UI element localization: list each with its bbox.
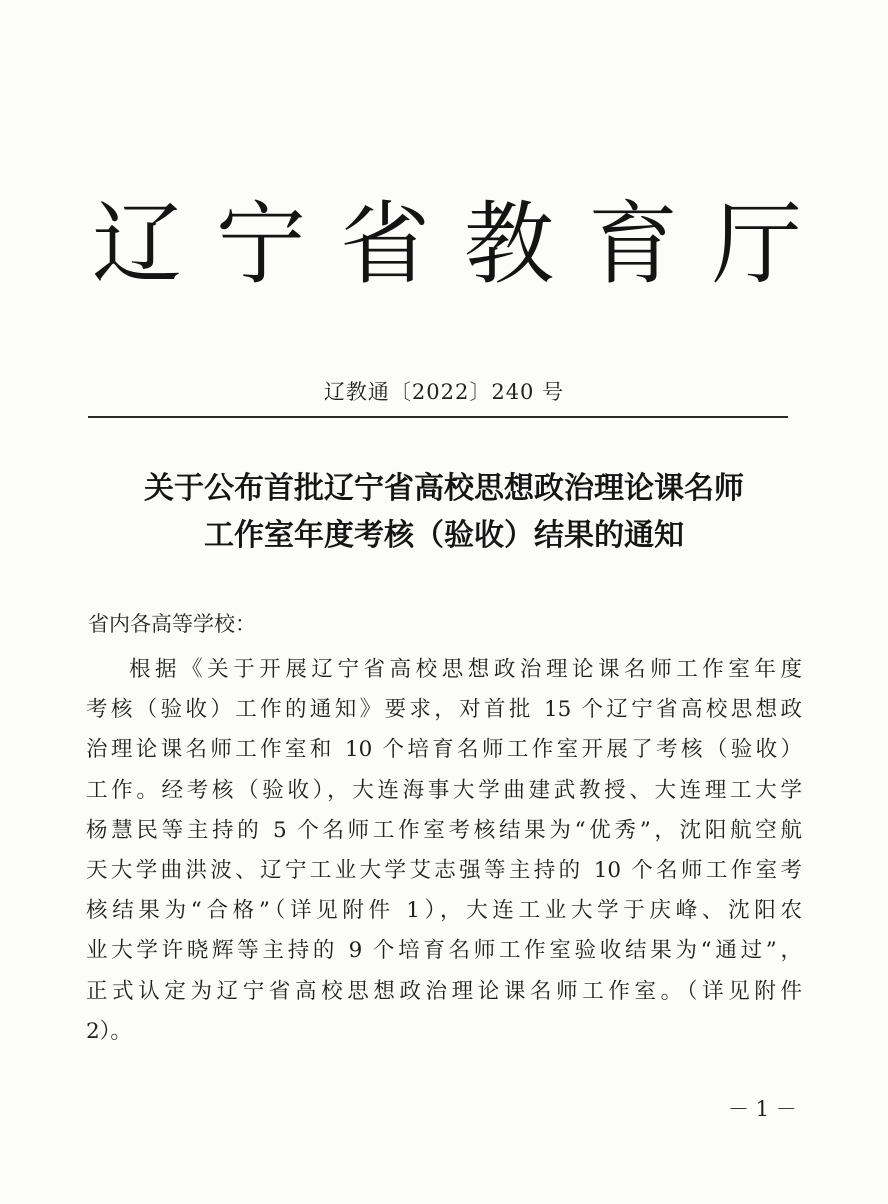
- body-line: 天大学曲洪波、辽宁工业大学艾志强等主持的 10 个名师工作室考: [86, 857, 802, 883]
- header-divider: [88, 416, 788, 418]
- body-line: 杨慧民等主持的 5 个名师工作室考核结果为“优秀”，沈阳航空航: [86, 817, 802, 843]
- body-line: 业大学许晓辉等主持的 9 个培育名师工作室验收结果为“通过”，: [86, 938, 802, 964]
- header-char: 育: [588, 192, 678, 297]
- body-line: 考核（验收）工作的通知》要求，对首批 15 个辽宁省高校思想政: [86, 697, 802, 723]
- page-number: － 1 －: [728, 1097, 797, 1121]
- header-char: 厅: [712, 192, 802, 297]
- body-paragraph: [86, 650, 802, 1052]
- body-line: 治理论课名师工作室和 10 个培育名师工作室开展了考核（验收）: [86, 737, 802, 763]
- title-line-2: 工作室年度考核（验收）结果的通知: [204, 518, 684, 553]
- title-line-1: 关于公布首批辽宁省高校思想政治理论课名师: [144, 471, 744, 506]
- header-char: 辽: [92, 192, 182, 297]
- header-char: 省: [340, 192, 430, 297]
- header-char: 宁: [216, 192, 306, 297]
- issuing-authority-header: [92, 190, 802, 300]
- body-line: 根据《关于开展辽宁省高校思想政治理论课名师工作室年度: [129, 657, 802, 682]
- body-line: 核结果为“合格”（详见附件 1），大连工业大学于庆峰、沈阳农: [86, 898, 802, 924]
- document-number: 辽教通〔2022〕240 号: [323, 380, 565, 404]
- body-line: 2）。: [86, 1018, 132, 1044]
- header-char: 教: [464, 192, 554, 297]
- body-line: 工作。经考核（验收），大连海事大学曲建武教授、大连理工大学: [86, 777, 802, 803]
- document-title: [60, 465, 828, 559]
- body-line: 正式认定为辽宁省高校思想政治理论课名师工作室。（详见附件: [86, 978, 802, 1004]
- salutation: 省内各高等学校：: [88, 612, 256, 636]
